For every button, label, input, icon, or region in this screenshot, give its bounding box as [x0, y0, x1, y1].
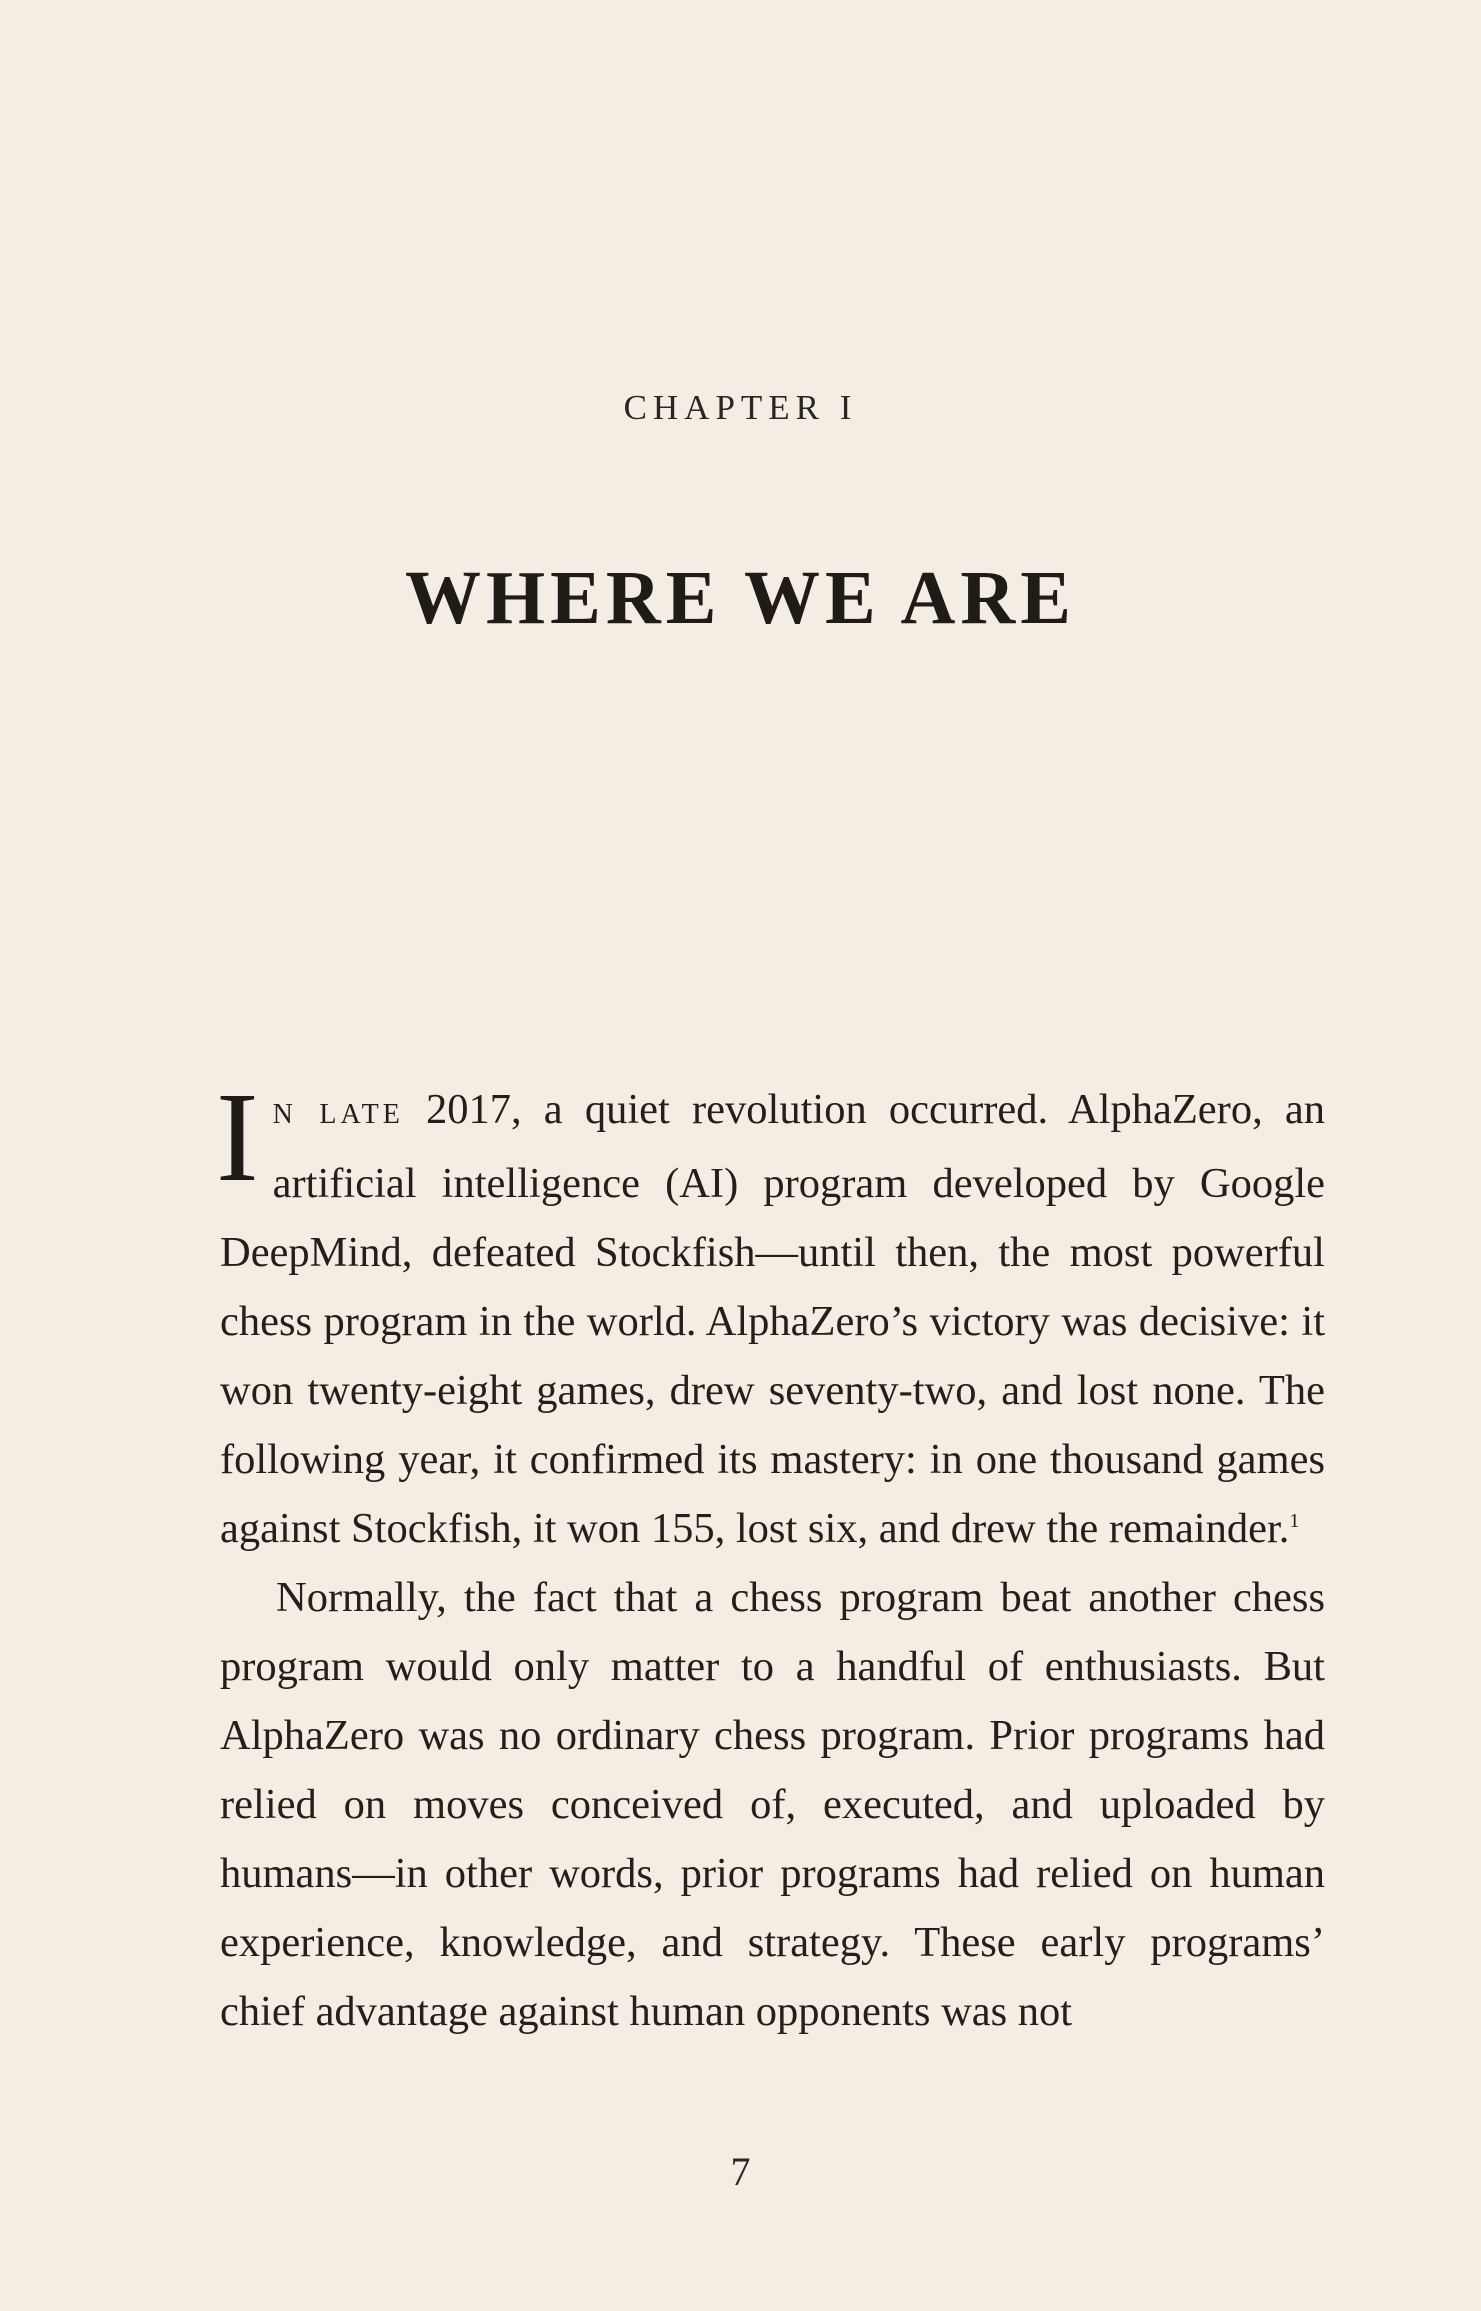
paragraph-1: [216, 1066, 1325, 1563]
paragraph-2: Normally, the fact that a chess program beat another chess program would only matter to a handful of enthusiasts. But AlphaZero was no ordinary chess program. Prior programs had relied on moves conceived of, executed, and uploaded by humans—in other words, prior programs had relied on human experience, knowledge, and strategy. These early programs’ chief advantage against human opponents was not: [220, 1574, 1325, 2035]
chapter-title: WHERE WE ARE: [405, 556, 1076, 640]
body-text: [216, 1066, 1325, 2046]
paragraph-1-text: 2017, a quiet revolution occurred. AlphaZero, an artificial intelligence (AI) program developed by Google DeepMind, defeated Stockfish—until then, the most powerful chess program in the world. AlphaZero’s victory was decisive: it won twenty-eight games, drew seventy-two, and lost none. The following year, it confirmed its mastery: in one thousand games against Stockfish, it won 155, lost six, and drew the remainder.: [220, 1086, 1325, 1552]
page-number: 7: [730, 2149, 751, 2194]
lead-in-small-caps: N LATE: [272, 1099, 404, 1130]
footnote-ref[interactable]: 1: [1289, 1509, 1300, 1532]
drop-cap: I: [216, 1066, 259, 1208]
chapter-label: CHAPTER I: [623, 388, 858, 427]
